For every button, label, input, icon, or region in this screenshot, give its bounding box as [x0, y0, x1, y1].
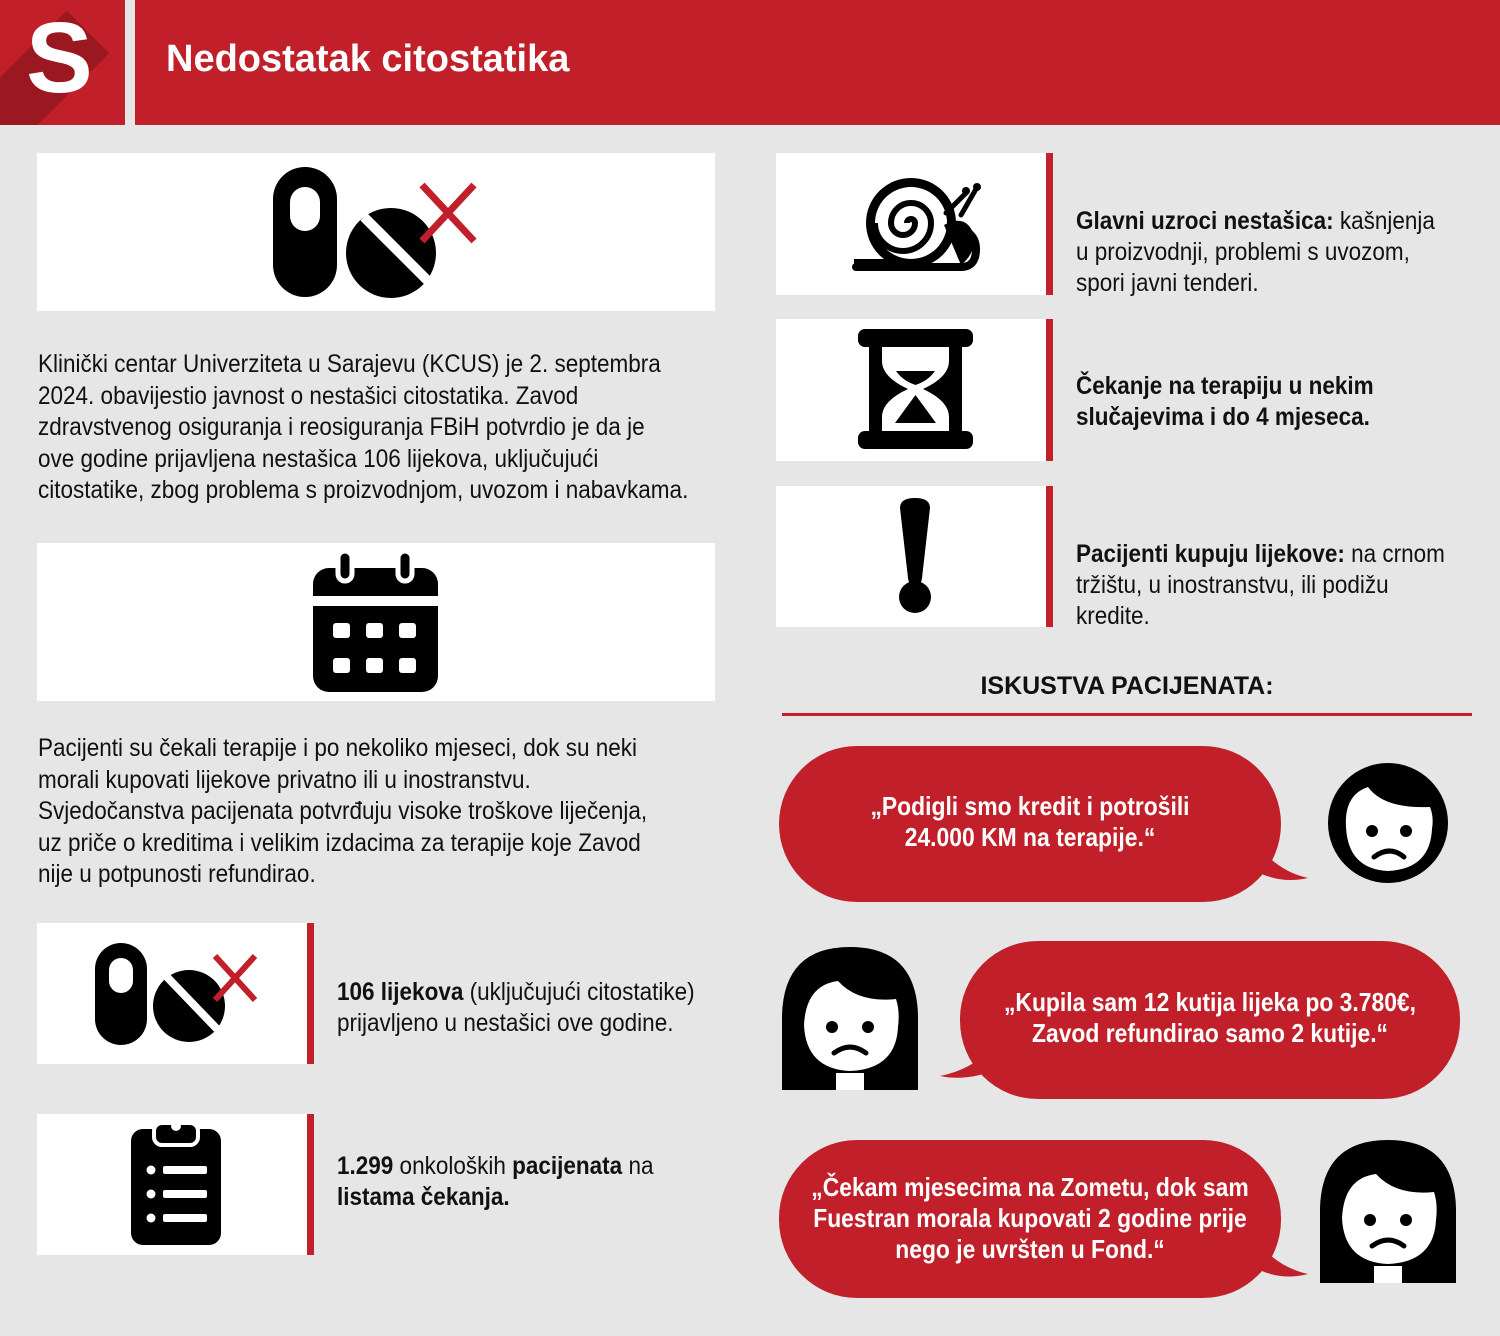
quote-line: „Čekam mjesecima na Zometu, dok sam — [811, 1172, 1249, 1202]
quote-2-text — [990, 987, 1430, 1049]
page-title: Nedostatak citostatika — [166, 38, 570, 80]
stat-number: 1.299 — [337, 1152, 394, 1180]
intro-line: 2024. obavijestio javnost o nestašici citostatika. Zavod — [38, 381, 579, 410]
buying-line2: tržištu, u inostranstvu, ili podižu — [1076, 571, 1389, 599]
quote-line: 24.000 KM na terapije.“ — [904, 822, 1156, 852]
stat-tail: na — [622, 1152, 654, 1180]
intro-line: ove godine prijavljena nestašica 106 lijekova, uključujući — [38, 444, 599, 473]
quote-3-text — [809, 1172, 1251, 1265]
quote-1-text — [809, 791, 1251, 853]
intro-line: citostatike, zbog problema s proizvodnjom, uvozom i nabavkama. — [38, 476, 689, 504]
second-line: morali kupovati lijekove privatno ili u inostranstvu. — [38, 765, 531, 794]
quote-line: „Podigli smo kredit i potrošili — [870, 791, 1190, 821]
waiting-line2: slučajevima i do 4 mjeseca. — [1076, 403, 1370, 431]
causes-line2: u proizvodnji, problemi s uvozom, — [1076, 238, 1410, 266]
stat-line2: listama čekanja. — [337, 1183, 510, 1211]
second-line: uz priče o kreditima i velikim izdacima za terapije koje Zavod — [38, 828, 641, 857]
intro-line: zdravstvenog osiguranja i reosiguranja FBiH potvrdio je da je — [38, 413, 645, 441]
quote-line: Fuestran morala kupovati 2 godine prije — [813, 1203, 1247, 1233]
sad-girl-icon — [1316, 1138, 1461, 1288]
stat-rest: (uključujući citostatike) — [463, 978, 695, 1006]
causes-line3: spori javni tenderi. — [1076, 269, 1259, 297]
waiting-line1: Čekanje na terapiju u nekim — [1076, 372, 1374, 400]
buying-rest: na crnom — [1344, 540, 1445, 568]
intro-line: Klinički centar Univerziteta u Sarajevu (KCUS) je 2. septembra — [38, 350, 661, 378]
causes-bold: Glavni uzroci nestašica: — [1076, 207, 1334, 235]
quote-line: „Kupila sam 12 kutija lijeka po 3.780€, — [1003, 987, 1417, 1017]
experiences-title: ISKUSTVA PACIJENATA: — [980, 672, 1274, 700]
sad-girl-icon — [778, 945, 923, 1095]
second-line: Svjedočanstva pacijenata potvrđuju visoke troškove liječenja, — [38, 797, 648, 825]
stat-mid: onkoloških — [393, 1152, 513, 1180]
quote-line: Zavod refundirao samo 2 kutije.“ — [1031, 1018, 1388, 1048]
stat-bold-word: pacijenata — [512, 1152, 623, 1180]
buying-line3: kredite. — [1076, 602, 1150, 630]
second-line: nije u potpunosti refundirao. — [38, 860, 316, 888]
sad-boy-icon — [1324, 757, 1454, 887]
logo-letter: S — [26, 2, 93, 114]
buying-bold: Pacijenti kupuju lijekove: — [1076, 540, 1345, 568]
stat-bold: 106 lijekova — [337, 978, 464, 1006]
second-line: Pacijenti su čekali terapije i po nekoliko mjeseci, dok su neki — [38, 734, 638, 762]
stat-line2: prijavljeno u nestašici ove godine. — [337, 1009, 674, 1037]
causes-rest: kašnjenja — [1333, 207, 1435, 235]
quote-line: nego je uvršten u Fond.“ — [895, 1234, 1165, 1264]
